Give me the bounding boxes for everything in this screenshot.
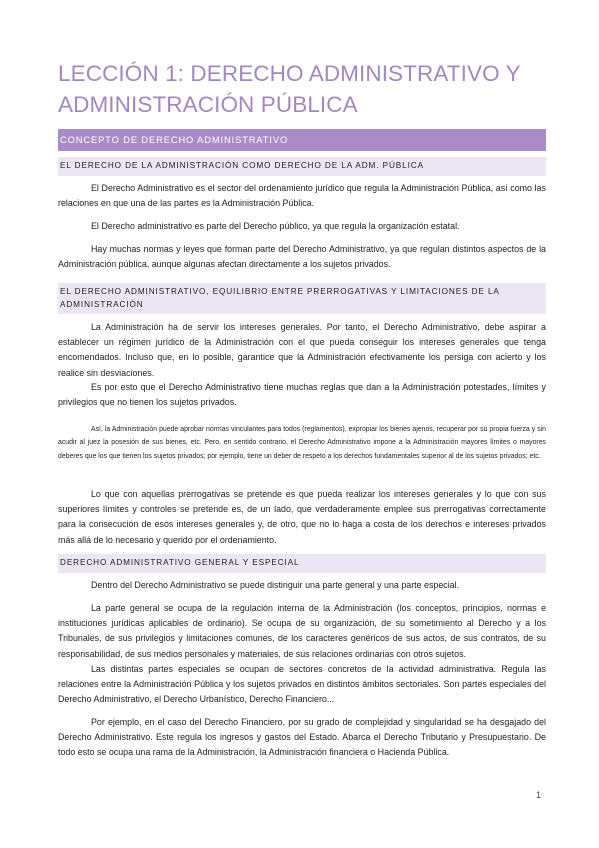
subsection-heading: EL DERECHO ADMINISTRATIVO, EQUILIBRIO ENTRE PRERROGATIVAS Y LIMITACIONES DE LA ADMINISTRACIÓN <box>58 283 546 314</box>
paragraph: Es por esto que el Derecho Administrativo tiene muchas reglas que dan a la Administración potestades, límites y privilegios que no tienen los sujetos privados. <box>58 382 546 408</box>
section-heading: CONCEPTO DE DERECHO ADMINISTRATIVO <box>58 129 546 151</box>
paragraph: El Derecho Administrativo es el sector del ordenamiento jurídico que regula la Administración Pública, así como las relaciones en que una de las partes es la Administración Pública. <box>58 183 546 209</box>
paragraph: Hay muchas normas y leyes que forman parte del Derecho Administrativo, ya que regulan distintos aspectos de la Administración pública, aunque algunas afectan directamente a los sujetos privados. <box>58 244 546 270</box>
page-title: LECCIÓN 1: DERECHO ADMINISTRATIVO Y ADMINISTRACIÓN PÚBLICA <box>58 61 521 117</box>
paragraph: Por ejemplo, en el caso del Derecho Financiero, por su grado de complejidad y singularidad se ha desgajado del Derecho Administrativo. Este regula los ingresos y gastos del Estado. Abarca el Derecho Tributario y Presupuestario. De todo esto se ocupa una rama de la Administración, la Administración financiera o Hacienda Pública. <box>58 717 546 758</box>
subsection-heading: EL DERECHO DE LA ADMINISTRACIÓN COMO DERECHO DE LA ADM. PÚBLICA <box>58 157 546 176</box>
paragraph: La parte general se ocupa de la regulación interna de la Administración (los conceptos, principios, normas e instituciones jurídicas aplicables de ordinario). Se ocupa de su organización, de su sometimiento al Derecho y a los Tribunales, de sus privilegios y limitaciones comunes, de los caracteres genéricos de sus actos, de sus contratos, de su responsabilidad, de sus medios personales y materiales, de sus relaciones ordinarias con otros sujetos. <box>58 603 546 659</box>
paragraph: Lo que con aquellas prerrogativas se pretende es que pueda realizar los intereses generales y lo que con sus superiores límites y controles se pretende es, de un lado, que verdaderamente emplee sus prerrogativas correctamente para la consecución de esos intereses generales y, de otro, que no lo haga a costa de los derechos e intereses privados más allá de lo necesario y querido por el ordenamiento. <box>58 489 546 545</box>
paragraph: Dentro del Derecho Administrativo se puede distinguir una parte general y una parte especial. <box>91 580 460 590</box>
subsection-heading: DERECHO ADMINISTRATIVO GENERAL Y ESPECIAL <box>58 554 546 573</box>
page-number: 1 <box>535 790 541 800</box>
paragraph-small: Así, la Administración puede aprobar normas vinculantes para todos (reglamentos), expropiar los bienes ajenos, recuperar por su propia fuerza y sin acudir al juez la posesión de sus bienes, etc. Pero, en sentido contrario, el Derecho Administrativo impone a la Administración mayores límites o mayores deberes que los que tienen los sujetos privados; por ejemplo, tiene un deber de respeto a los derechos fundamentales superior al de los sujetos privados; etc. <box>58 426 546 460</box>
paragraph: La Administración ha de servir los intereses generales. Por tanto, el Derecho Administrativo, debe aspirar a establecer un régimen jurídico de la Administración con el que pueda conseguir los intereses generales que tenga encomendados. Incluso que, en lo posible, garantice que la Administración efectivamente los persiga con acierto y los realice sin desviaciones. <box>58 322 546 378</box>
paragraph: Las distintas partes especiales se ocupan de sectores concretos de la actividad administrativa. Regula las relaciones entre la Administración Pública y los sujetos privados en distintos ámbitos sectoriales. Son partes especiales del Derecho Administrativo, el Derecho Urbanístico, Derecho Financiero... <box>58 664 546 705</box>
paragraph: El Derecho administrativo es parte del Derecho público, ya que regula la organización estatal. <box>91 221 460 231</box>
